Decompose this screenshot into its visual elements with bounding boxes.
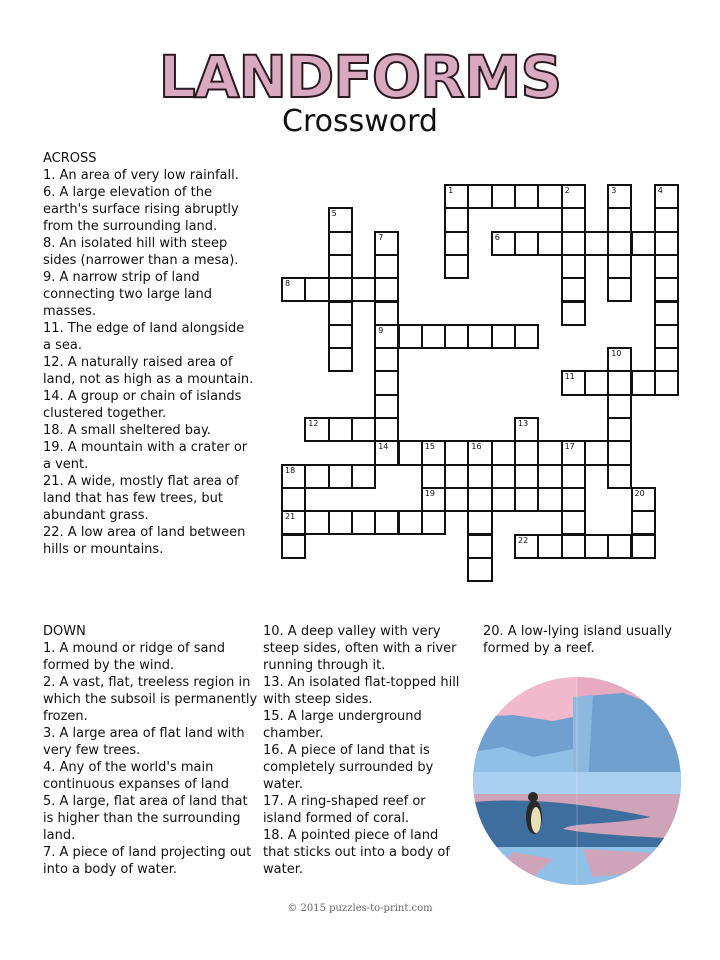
grid-cell[interactable] [654, 254, 679, 279]
down-clue: 3. A large area of flat land with very few trees. [43, 726, 245, 758]
clue-number: 15 [424, 442, 435, 452]
across-heading: ACROSS [43, 151, 97, 166]
across-clue: 1. An area of very low rainfall. [43, 168, 239, 183]
grid-cell[interactable] [607, 370, 632, 395]
penguin-scene-icon [473, 677, 681, 885]
across-clue: 14. A group or chain of islands clustered together. [43, 389, 242, 421]
down-clue: 4. Any of the world's main continuous expanses of land [43, 760, 229, 792]
clue-number: 20 [634, 488, 645, 498]
grid-cell[interactable] [514, 534, 539, 559]
grid-cell[interactable] [374, 440, 399, 465]
grid-cell[interactable] [304, 417, 329, 442]
grid-cell[interactable] [328, 347, 353, 372]
grid-cell[interactable] [398, 440, 423, 465]
grid-cell[interactable] [467, 184, 492, 209]
grid-cell[interactable] [654, 324, 679, 349]
grid-cell[interactable] [467, 324, 492, 349]
grid-cell[interactable] [607, 417, 632, 442]
grid-cell[interactable] [491, 487, 516, 512]
grid-cell[interactable] [281, 510, 306, 535]
grid-cell[interactable] [537, 231, 562, 256]
clue-number: 16 [471, 442, 482, 452]
grid-cell[interactable] [328, 254, 353, 279]
grid-cell[interactable] [467, 487, 492, 512]
grid-cell[interactable] [491, 324, 516, 349]
grid-cell[interactable] [491, 440, 516, 465]
grid-cell[interactable] [584, 534, 609, 559]
grid-cell[interactable] [281, 277, 306, 302]
copyright-footer: © 2015 puzzles-to-print.com [287, 903, 433, 914]
grid-cell[interactable] [444, 324, 469, 349]
grid-cell[interactable] [421, 487, 446, 512]
clue-number: 12 [308, 419, 319, 428]
grid-cell[interactable] [654, 184, 679, 209]
penguin-illustration [473, 677, 681, 885]
grid-cell[interactable] [561, 510, 586, 535]
clue-number: 9 [378, 325, 384, 335]
grid-cell[interactable] [514, 231, 539, 256]
clue-number: 14 [378, 442, 389, 452]
clue-number: 2 [564, 186, 570, 195]
grid-cell[interactable] [374, 347, 399, 372]
grid-cell[interactable] [444, 184, 469, 209]
grid-cell[interactable] [491, 231, 516, 256]
grid-cell[interactable] [584, 370, 609, 395]
grid-cell[interactable] [607, 534, 632, 559]
grid-cell[interactable] [444, 254, 469, 279]
across-clue: 11. The edge of land alongside a sea. [43, 321, 245, 353]
clue-number: 3 [611, 186, 617, 195]
clue-number: 13 [518, 419, 529, 428]
grid-cell[interactable] [584, 231, 609, 256]
grid-cell[interactable] [467, 510, 492, 535]
grid-cell[interactable] [561, 301, 586, 326]
grid-cell[interactable] [607, 394, 632, 419]
grid-cell[interactable] [654, 347, 679, 372]
grid-cell[interactable] [537, 440, 562, 465]
grid-cell[interactable] [654, 277, 679, 302]
grid-cell[interactable] [514, 417, 539, 442]
grid-cell[interactable] [514, 184, 539, 209]
clue-number: 21 [285, 512, 296, 522]
grid-cell[interactable] [374, 394, 399, 419]
down-clue: 20. A low-lying island usually formed by a reef. [483, 624, 672, 656]
across-clue: 22. A low area of land between hills or mountains. [43, 525, 246, 557]
grid-cell[interactable] [444, 487, 469, 512]
down-clue: 2. A vast, flat, treeless region in which the subsoil is permanently frozen. [43, 675, 258, 724]
grid-cell[interactable] [514, 440, 539, 465]
grid-cell[interactable] [444, 440, 469, 465]
grid-cell[interactable] [304, 510, 329, 535]
down-clue: 10. A deep valley with very steep sides, often with a river running through it. [263, 624, 457, 673]
grid-cell[interactable] [561, 231, 586, 256]
clue-number: 11 [564, 372, 575, 382]
clue-number: 10 [611, 349, 622, 359]
grid-cell[interactable] [304, 464, 329, 489]
grid-cell[interactable] [607, 184, 632, 209]
grid-cell[interactable] [561, 440, 586, 465]
grid-cell[interactable] [561, 207, 586, 232]
clue-number: 5 [331, 209, 337, 219]
grid-cell[interactable] [351, 277, 376, 302]
down-clue: 18. A pointed piece of land that sticks out into a body of water. [263, 828, 450, 877]
clue-number: 1 [448, 186, 454, 195]
grid-cell[interactable] [421, 510, 446, 535]
down-clue: 5. A large, flat area of land that is higher than the surrounding land. [43, 794, 248, 843]
grid-cell[interactable] [631, 510, 656, 535]
across-clue: 8. An isolated hill with steep sides (narrower than a mesa). [43, 236, 239, 268]
clue-number: 18 [285, 465, 296, 475]
down-clues-column-3 [483, 623, 683, 657]
grid-cell[interactable] [537, 534, 562, 559]
down-clue: 7. A piece of land projecting out into a body of water. [43, 845, 252, 877]
grid-cell[interactable] [607, 207, 632, 232]
grid-cell[interactable] [537, 487, 562, 512]
page-title: LANDFORMS [158, 43, 562, 111]
across-clue: 12. A naturally raised area of land, not as high as a mountain. [43, 355, 254, 387]
grid-cell[interactable] [607, 464, 632, 489]
grid-cell[interactable] [537, 464, 562, 489]
grid-cell[interactable] [467, 440, 492, 465]
grid-cell[interactable] [561, 370, 586, 395]
grid-cell[interactable] [374, 370, 399, 395]
grid-cell[interactable] [374, 324, 399, 349]
clue-number: 22 [518, 535, 529, 545]
grid-cell[interactable] [467, 557, 492, 582]
clue-number: 6 [494, 232, 500, 242]
grid-cell[interactable] [444, 207, 469, 232]
page-subtitle: Crossword [282, 104, 438, 139]
grid-cell[interactable] [281, 487, 306, 512]
grid-cell[interactable] [328, 231, 353, 256]
grid-cell[interactable] [374, 417, 399, 442]
grid-cell[interactable] [351, 417, 376, 442]
down-heading: DOWN [43, 624, 86, 639]
grid-cell[interactable] [607, 254, 632, 279]
grid-cell[interactable] [328, 510, 353, 535]
grid-cell[interactable] [328, 301, 353, 326]
clue-number: 7 [378, 232, 384, 242]
grid-cell[interactable] [351, 464, 376, 489]
across-clue: 6. A large elevation of the earth's surface rising abruptly from the surrounding land. [43, 185, 239, 234]
grid-cell[interactable] [444, 231, 469, 256]
grid-cell[interactable] [304, 277, 329, 302]
down-clues-column-1 [43, 623, 258, 878]
across-clue: 19. A mountain with a crater or a vent. [43, 440, 248, 472]
grid-cell[interactable] [631, 487, 656, 512]
grid-cell[interactable] [607, 347, 632, 372]
down-clues-column-2 [263, 623, 468, 878]
grid-cell[interactable] [421, 464, 446, 489]
down-clue: 1. A mound or ridge of sand formed by the wind. [43, 641, 225, 673]
grid-cell[interactable] [561, 487, 586, 512]
grid-cell[interactable] [631, 231, 656, 256]
grid-cell[interactable] [374, 254, 399, 279]
grid-cell[interactable] [281, 534, 306, 559]
down-clue: 17. A ring-shaped reef or island formed of coral. [263, 794, 426, 826]
grid-cell[interactable] [491, 184, 516, 209]
across-clue: 9. A narrow strip of land connecting two large land masses. [43, 270, 213, 319]
grid-cell[interactable] [561, 277, 586, 302]
grid-cell[interactable] [514, 324, 539, 349]
grid-cell[interactable] [631, 370, 656, 395]
grid-cell[interactable] [328, 277, 353, 302]
grid-cell[interactable] [281, 464, 306, 489]
grid-cell[interactable] [491, 464, 516, 489]
across-clue: 21. A wide, mostly flat area of land that has few trees, but abundant grass. [43, 474, 239, 523]
grid-cell[interactable] [561, 464, 586, 489]
grid-cell[interactable] [374, 510, 399, 535]
down-clue: 15. A large underground chamber. [263, 709, 422, 741]
grid-cell[interactable] [421, 440, 446, 465]
grid-cell[interactable] [607, 231, 632, 256]
grid-cell[interactable] [328, 324, 353, 349]
grid-cell[interactable] [328, 464, 353, 489]
grid-cell[interactable] [328, 207, 353, 232]
across-clues [43, 150, 255, 558]
clue-number: 4 [657, 186, 663, 195]
clue-number: 19 [424, 488, 435, 498]
grid-cell[interactable] [654, 301, 679, 326]
grid-cell[interactable] [607, 440, 632, 465]
grid-cell[interactable] [607, 277, 632, 302]
grid-cell[interactable] [561, 254, 586, 279]
grid-cell[interactable] [467, 464, 492, 489]
grid-cell[interactable] [631, 534, 656, 559]
grid-cell[interactable] [374, 277, 399, 302]
grid-cell[interactable] [421, 324, 446, 349]
down-clue: 13. An isolated flat-topped hill with steep sides. [263, 675, 460, 707]
grid-cell[interactable] [398, 324, 423, 349]
clue-number: 17 [564, 442, 575, 452]
grid-cell[interactable] [561, 534, 586, 559]
grid-cell[interactable] [374, 231, 399, 256]
grid-cell[interactable] [514, 487, 539, 512]
grid-cell[interactable] [467, 534, 492, 559]
grid-cell[interactable] [584, 440, 609, 465]
grid-cell[interactable] [537, 184, 562, 209]
across-clue: 18. A small sheltered bay. [43, 423, 211, 438]
down-clue: 16. A piece of land that is completely surrounded by water. [263, 743, 434, 792]
grid-cell[interactable] [374, 301, 399, 326]
grid-cell[interactable] [561, 184, 586, 209]
grid-cell[interactable] [398, 510, 423, 535]
grid-cell[interactable] [328, 417, 353, 442]
grid-cell[interactable] [654, 207, 679, 232]
clue-number: 8 [285, 279, 291, 289]
grid-cell[interactable] [654, 231, 679, 256]
grid-cell[interactable] [444, 464, 469, 489]
grid-cell[interactable] [351, 510, 376, 535]
grid-cell[interactable] [654, 370, 679, 395]
grid-cell[interactable] [514, 464, 539, 489]
